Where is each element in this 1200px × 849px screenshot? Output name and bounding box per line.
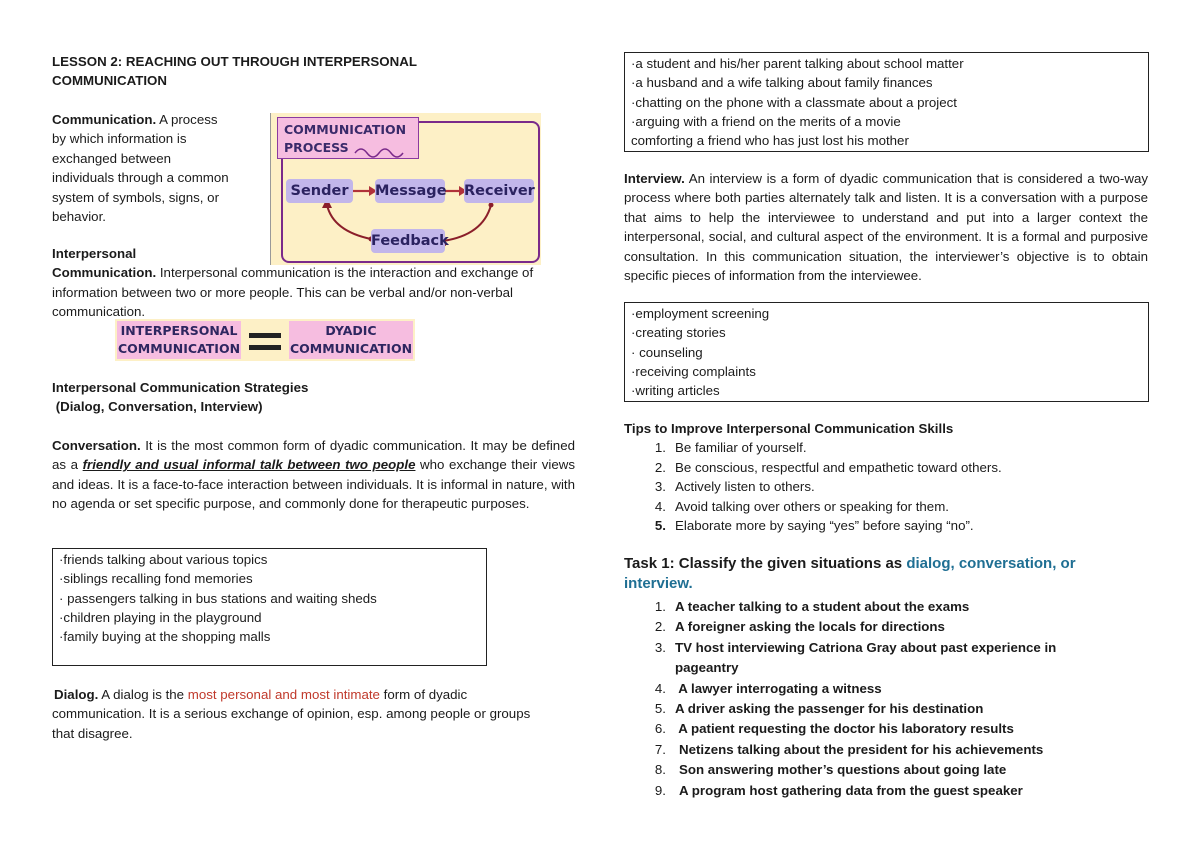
list-item: ·family buying at the shopping malls <box>59 629 271 645</box>
interpersonal-label: INTERPERSONAL COMMUNICATION <box>117 321 241 359</box>
communication-definition: Communication. A process by which information is exchanged between individuals through a common system of symbols, signs, or behavior. <box>52 112 229 225</box>
communication-process-diagram <box>270 113 541 265</box>
strategies-heading: Interpersonal Communication Strategies (Dialog, Conversation, Interview) <box>52 380 309 415</box>
list-item: ·friends talking about various topics <box>59 552 268 567</box>
list-item: ·chatting on the phone with a classmate about a project <box>631 94 957 110</box>
list-item: ·receiving complaints <box>631 363 756 379</box>
list-item: ·children playing in the playground <box>59 609 262 625</box>
list-item: 4. A lawyer interrogating a witness <box>654 680 882 696</box>
message-node: Message <box>375 179 445 203</box>
feedback-node: Feedback <box>371 229 445 253</box>
list-item: 3. TV host interviewing Catriona Gray about past experience in pageantry <box>654 639 1057 676</box>
dialog-examples-box <box>624 52 1149 152</box>
conversation-paragraph: Conversation. It is the most common form of dyadic communication. It may be defined as a friendly and usual informal talk between two people who exchange their views and ideas. It is a face-to-face interaction between individuals. It is informal in nature, with no agenda or set specific purpose, and commonly done for therapeutic purposes. <box>52 438 576 512</box>
list-item: 7. Netizens talking about the president for his achievements <box>654 741 1044 757</box>
conversation-examples-box <box>52 548 487 666</box>
list-item: ·writing articles <box>631 383 720 399</box>
list-item: 6. A patient requesting the doctor his laboratory results <box>654 721 1014 737</box>
list-item: 3. Actively listen to others. <box>654 479 815 495</box>
list-item: 9. A program host gathering data from the guest speaker <box>654 782 1023 798</box>
tips-section <box>624 419 1144 535</box>
interview-paragraph: Interview. An interview is a form of dyadic communication that is considered a two-way process where both parties alternately talk and listen. It is a conversation with a purpose that aims to help the interviewee to understand and put into a larger context the interpersonal, social, and cultural aspect of the environment. It is a formal and purposive consultation. In this communication situation, the interviewer’s objective is to obtain specific pieces of information from the interviewee. <box>624 171 1148 284</box>
sender-node: Sender <box>286 179 353 203</box>
list-item: · passengers talking in bus stations and waiting sheds <box>59 590 377 606</box>
list-item: 4. Avoid talking over others or speaking for them. <box>654 498 949 514</box>
list-item: 1. A teacher talking to a student about the exams <box>654 599 970 614</box>
interpersonal-equals-dyadic <box>115 319 415 361</box>
list-item: ·creating stories <box>631 325 726 341</box>
list-item: 1. Be familiar of yourself. <box>654 440 807 456</box>
task-title: Task 1: Classify the given situations as dialog, conversation, or interview. <box>624 555 1076 592</box>
list-item: ·employment screening <box>631 306 770 321</box>
list-item: · counseling <box>631 344 703 360</box>
tips-list <box>639 438 1144 535</box>
list-item: 2. Be conscious, respectful and empathetic toward others. <box>654 459 1002 475</box>
list-item: 5. A driver asking the passenger for his destination <box>654 701 984 717</box>
dyadic-label: DYADIC COMMUNICATION <box>289 321 413 359</box>
interpersonal-definition: Interpersonal Communication. Interpersonal communication is the interaction and exchange of information between two or more people. This can be verbal and/or non-verbal communication. <box>52 246 534 320</box>
equals-sign <box>247 329 283 355</box>
list-item: comforting a friend who has just lost his mother <box>631 133 909 149</box>
receiver-node: Receiver <box>464 179 534 203</box>
interview-examples-box <box>624 302 1149 402</box>
list-item: ·siblings recalling fond memories <box>59 571 253 587</box>
task-list <box>639 597 1144 801</box>
tips-title: Tips to Improve Interpersonal Communication Skills <box>624 421 954 436</box>
list-item: ·a husband and a wife talking about family finances <box>631 75 933 91</box>
dialog-paragraph: Dialog. A dialog is the most personal and most intimate form of dyadic communication. It is a serious exchange of opinion, esp. among people or groups that disagree. <box>52 687 531 741</box>
list-item: 8. Son answering mother’s questions about going late <box>654 762 1007 778</box>
list-item: 5. Elaborate more by saying “yes” before saying “no”. <box>654 518 974 534</box>
lesson-title: LESSON 2: REACHING OUT THROUGH INTERPERSONAL COMMUNICATION <box>52 54 417 88</box>
task-section <box>624 554 1144 801</box>
list-item: 2. A foreigner asking the locals for directions <box>654 619 945 635</box>
diagram-title: COMMUNICATION PROCESS <box>277 117 419 159</box>
list-item: ·arguing with a friend on the merits of a movie <box>631 113 901 129</box>
list-item: ·a student and his/her parent talking about school matter <box>631 56 964 71</box>
